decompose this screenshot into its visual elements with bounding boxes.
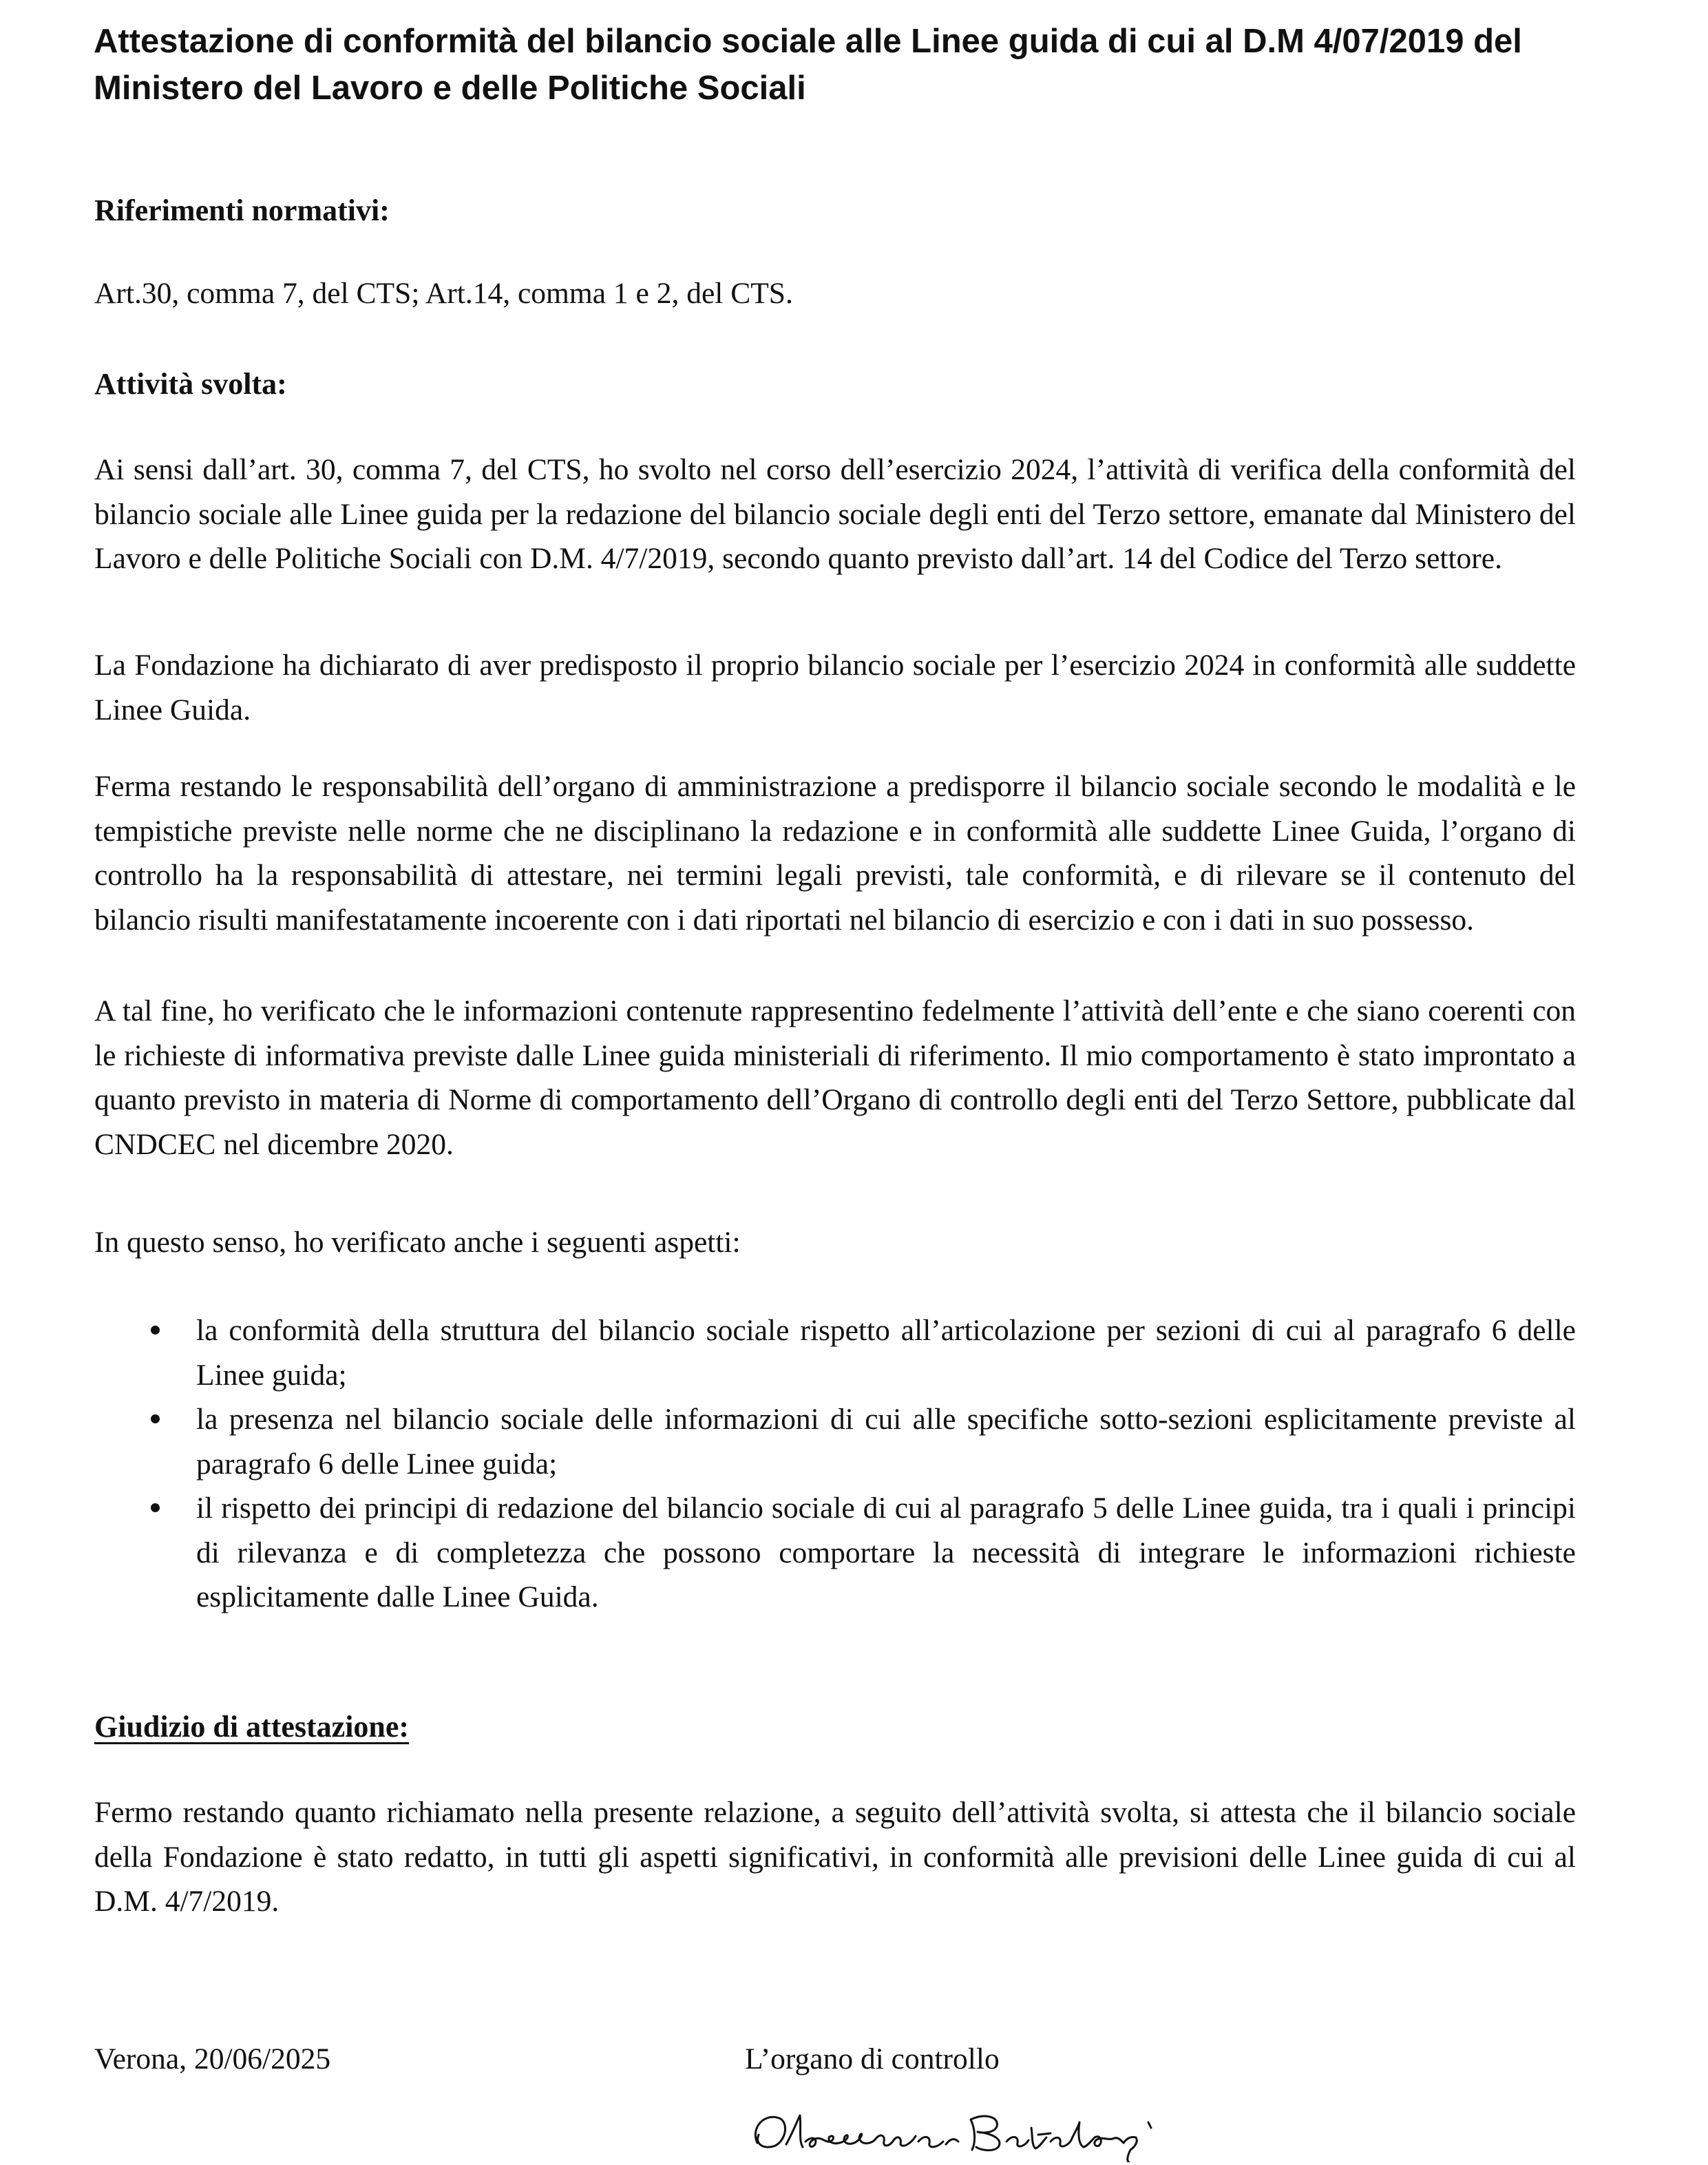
attivita-paragraph-1: Ai sensi dall’art. 30, comma 7, del CTS, ho svolto nel corso dell’esercizio 2024, l’attività di verifica della conformità del bilancio sociale alle Linee guida per la redazione del bilancio sociale degli enti del Terzo settore, emanate dal Ministero del Lavoro e delle Politiche Sociali con D.M. 4/7/2019, secondo quanto previsto dall’art. 14 del Codice del Terzo settore. xyxy=(94,453,1576,575)
signature-stroke xyxy=(971,2116,1151,2162)
document-title: Attestazione di conformità del bilancio sociale alle Linee guida di cui al D.M 4/07/2019 del Ministero del Lavoro e delle Politiche Sociali xyxy=(94,23,1522,107)
place-date: Verona, 20/06/2025 xyxy=(94,2042,331,2075)
heading-giudizio: Giudizio di attestazione: xyxy=(94,1710,410,1744)
bullet-icon xyxy=(151,1326,160,1335)
list-item-text: la presenza nel bilancio sociale delle informazioni di cui alle specifiche sotto-sezioni esplicitamente previste al paragrafo 6 delle Linee guida; xyxy=(196,1403,1576,1481)
giudizio-text: Fermo restando quanto richiamato nella presente relazione, a seguito dell’attività svolta, si attesta che il bilancio sociale della Fondazione è stato redatto, in tutti gli aspetti significativi, in conformità alle previsioni delle Linee guida di cui al D.M. 4/7/2019. xyxy=(94,1796,1576,1918)
attivita-paragraph-2: La Fondazione ha dichiarato di aver predisposto il proprio bilancio sociale per l’esercizio 2024 in conformità alle suddette Linee Guida. xyxy=(94,649,1576,726)
list-item xyxy=(94,1486,1576,1620)
verification-list xyxy=(94,1308,1576,1620)
list-item xyxy=(94,1397,1576,1486)
signature-image xyxy=(744,2107,1184,2162)
heading-riferimenti: Riferimenti normativi: xyxy=(94,194,390,227)
riferimenti-text: Art.30, comma 7, del CTS; Art.14, comma 1 e 2, del CTS. xyxy=(94,277,793,310)
list-item-text: il rispetto dei principi di redazione del bilancio sociale di cui al paragrafo 5 delle Linee guida, tra i quali i principi di rilevanza e di completezza che possono comportare la necessità di integrare le informazioni richieste esplicitamente dalle Linee Guida. xyxy=(196,1492,1576,1613)
heading-attivita: Attività svolta: xyxy=(94,367,287,401)
signature-stroke xyxy=(755,2115,958,2147)
list-item-text: la conformità della struttura del bilancio sociale rispetto all’articolazione per sezioni di cui al paragrafo 6 delle Linee guida; xyxy=(196,1314,1576,1392)
attivita-paragraph-3: Ferma restando le responsabilità dell’organo di amministrazione a predisporre il bilancio sociale secondo le modalità e le tempistiche previste nelle norme che ne disciplinano la redazione e in conformità alle suddette Linee Guida, l’organo di controllo ha la responsabilità di attestare, nei termini legali previsti, tale conformità, e di rilevare se il contenuto del bilancio risulti manifestatamente incoerente con i dati riportati nel bilancio di esercizio e con i dati in suo possesso. xyxy=(94,770,1576,937)
signatory-label: L’organo di controllo xyxy=(745,2042,1000,2075)
list-item xyxy=(94,1308,1576,1397)
bullet-icon xyxy=(151,1414,160,1423)
bullet-icon xyxy=(151,1503,160,1512)
attivita-paragraph-5: In questo senso, ho verificato anche i seguenti aspetti: xyxy=(94,1226,741,1259)
attivita-paragraph-4: A tal fine, ho verificato che le informazioni contenute rappresentino fedelmente l’attività dell’ente e che siano coerenti con le richieste di informativa previste dalle Linee guida ministeriali di riferimento. Il mio comportamento è stato improntato a quanto previsto in materia di Norme di comportamento dell’Organo di controllo degli enti del Terzo Settore, pubblicate dal CNDCEC nel dicembre 2020. xyxy=(94,994,1576,1161)
